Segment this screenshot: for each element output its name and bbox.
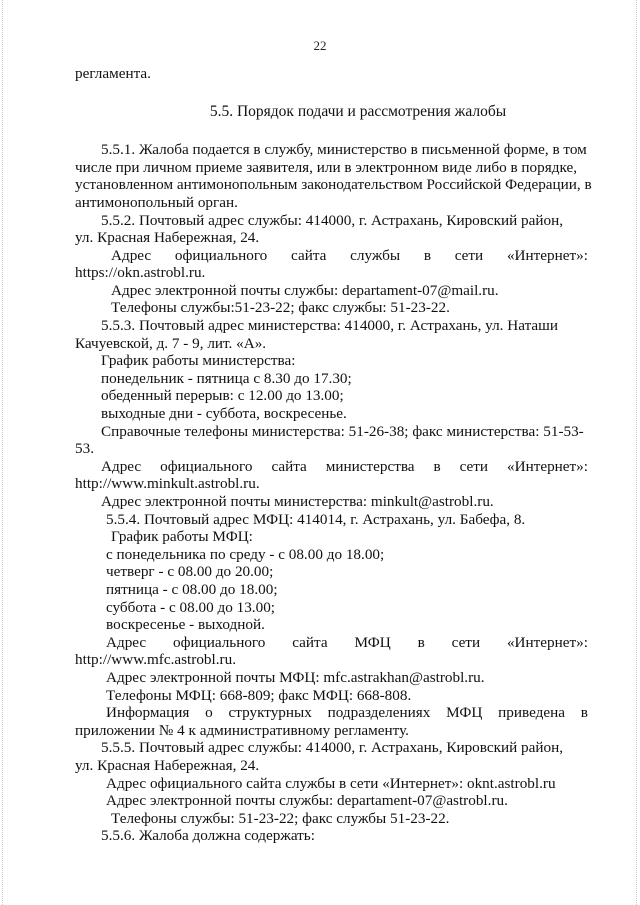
word: сети <box>459 458 489 475</box>
word: Адрес <box>111 247 152 264</box>
text-line: http://www.mfc.astrobl.ru. <box>75 651 236 668</box>
text-line: ул. Красная Набережная, 24. <box>75 229 260 246</box>
text-line: 5.5.2. Почтовый адрес службы: 414000, г. Астрахань, Кировский район, <box>101 212 563 229</box>
text-line: Телефоны службы: 51-23-22; факс службы 51-23-22. <box>111 810 450 827</box>
text-line: четверг - с 08.00 до 20.00; <box>106 563 274 580</box>
text-line: выходные дни - суббота, воскресенье. <box>101 405 347 422</box>
text-line: Телефоны службы:51-23-22; факс службы: 51-23-22. <box>111 299 450 316</box>
justified-line <box>111 247 588 265</box>
text-line: Адрес официального сайта службы в сети «Интернет»: oknt.astrobl.ru <box>106 775 556 792</box>
text-line: 5.5.4. Почтовый адрес МФЦ: 414014, г. Астрахань, ул. Бабефа, 8. <box>106 511 526 528</box>
word: о <box>205 704 213 721</box>
text-line: Адрес электронной почты МФЦ: mfc.astrakhan@astrobl.ru. <box>106 669 485 686</box>
text-line: понедельник - пятница с 8.30 до 17.30; <box>101 370 352 387</box>
word: в <box>580 704 588 721</box>
word: сайта <box>291 247 327 264</box>
text-line: Справочные телефоны министерства: 51-26-38; факс министерства: 51-53- <box>101 423 584 440</box>
section-heading: 5.5. Порядок подачи и рассмотрения жалобы <box>209 103 507 120</box>
word: в <box>433 458 441 475</box>
word: подразделениях <box>327 704 431 721</box>
text-line: антимонопольный орган. <box>75 194 238 211</box>
word: «Интернет»: <box>506 634 588 651</box>
word: в <box>417 634 425 651</box>
word: сети <box>454 247 484 264</box>
word: структурных <box>228 704 312 721</box>
word: официального <box>174 247 268 264</box>
text-line: 5.5.6. Жалоба должна содержать: <box>101 827 315 844</box>
text-line: пятница - с 08.00 до 18.00; <box>106 581 278 598</box>
word: МФЦ <box>446 704 483 721</box>
text-line: https://okn.astrobl.ru. <box>75 264 206 281</box>
justified-line <box>106 704 588 722</box>
page-number: 22 <box>313 38 327 53</box>
word: в <box>423 247 431 264</box>
page-edge-left <box>2 0 3 905</box>
text-line: 5.5.5. Почтовый адрес службы: 414000, г. Астрахань, Кировский район, <box>101 739 563 756</box>
text-line: Качуевской, д. 7 - 9, лит. «А». <box>75 335 267 352</box>
word: Информация <box>106 704 190 721</box>
word: официального <box>173 634 266 651</box>
word: «Интернет»: <box>506 247 588 264</box>
text-line: приложении № 4 к административному регламенту. <box>75 722 409 739</box>
word: официального <box>160 458 253 475</box>
text-line: Адрес электронной почты министерства: minkult@astrobl.ru. <box>101 493 494 510</box>
text-line: 5.5.1. Жалоба подается в службу, министерство в письменной форме, в том <box>101 141 587 158</box>
word: Адрес <box>101 458 142 475</box>
text-line: обеденный перерыв: с 12.00 до 13.00; <box>101 387 344 404</box>
text-line: Адрес электронной почты службы: departament-07@mail.ru. <box>111 282 499 299</box>
word: «Интернет»: <box>507 458 588 475</box>
word: сайта <box>271 458 307 475</box>
word: Адрес <box>106 634 147 651</box>
text-line: Адрес электронной почты службы: departament-07@astrobl.ru. <box>106 792 508 809</box>
text-line: суббота - с 08.00 до 13.00; <box>106 599 276 616</box>
word: сети <box>451 634 481 651</box>
word: министерства <box>325 458 415 475</box>
word: МФЦ <box>354 634 391 651</box>
justified-line <box>106 634 588 652</box>
text-line: http://www.minkult.astrobl.ru. <box>75 475 260 492</box>
text-line: График работы МФЦ: <box>111 528 253 545</box>
text-line: ул. Красная Набережная, 24. <box>75 757 260 774</box>
page-edge-right <box>636 0 637 905</box>
word: приведена <box>498 704 565 721</box>
justified-line <box>101 458 588 476</box>
text-line: с понедельника по среду - с 08.00 до 18.00; <box>106 546 385 563</box>
text-line: График работы министерства: <box>101 352 296 369</box>
word: сайта <box>292 634 328 651</box>
text-line: числе при личном приеме заявителя, или в электронном виде либо в порядке, <box>75 159 577 176</box>
word: службы <box>350 247 401 264</box>
text-line: Телефоны МФЦ: 668-809; факс МФЦ: 668-808. <box>106 687 412 704</box>
text-line: воскресенье - выходной. <box>106 616 265 633</box>
text-line: регламента. <box>75 65 151 82</box>
text-line: установленном антимонопольным законодательством Российской Федерации, в <box>75 176 592 193</box>
text-line: 5.5.3. Почтовый адрес министерства: 414000, г. Астрахань, ул. Наташи <box>101 317 558 334</box>
text-line: 53. <box>75 440 94 457</box>
